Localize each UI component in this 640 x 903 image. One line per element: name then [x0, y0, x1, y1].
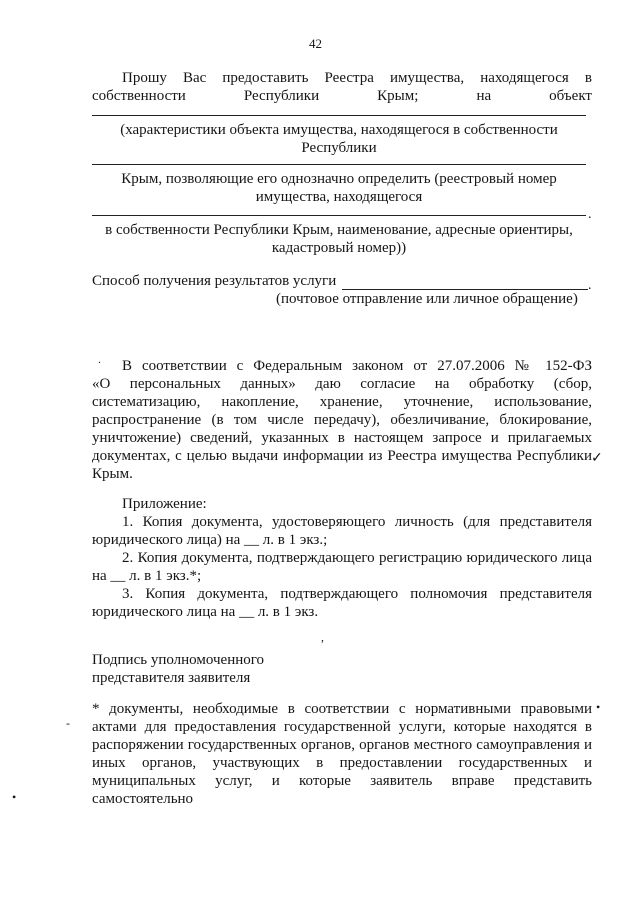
hint-3-line-2: кадастровый номер)) [271, 240, 407, 256]
scan-mark: , [321, 630, 324, 644]
footnote-line: муниципальных услуг, и которые заявитель вправе представить [92, 773, 592, 789]
attachment-2-line-1: 2. Копия документа, подтверждающего регистрацию юридического лица [122, 550, 592, 566]
attachment-1-line-2: юридического лица) на __ л. в 1 экз.; [92, 532, 328, 548]
footnote-line: * документы, необходимые в соответствии с нормативными правовыми [92, 701, 592, 717]
delivery-label: Способ получения результатов услуги [92, 273, 337, 289]
consent-line: документах, с целью выдачи информации из Реестра имущества Республики [92, 448, 592, 464]
signature-line-1: Подпись уполномоченного [92, 652, 265, 668]
delivery-hint: (почтовое отправление или личное обращение) [276, 291, 578, 307]
object-blank-line-1 [92, 115, 586, 116]
hint-2-line-2: имущества, находящегося [255, 189, 423, 205]
hint-1-line-1: (характеристики объекта имущества, находящегося в собственности [120, 122, 558, 138]
attachment-2-line-2: на __ л. в 1 экз.*; [92, 568, 202, 584]
object-blank-line-3 [92, 215, 586, 216]
object-blank-line-2 [92, 164, 586, 165]
request-line-1: Прошу Вас предоставить Реестра имущества, находящегося в [122, 70, 592, 86]
consent-line: распространение (в том числе передачу), обезличивание, блокирование, [92, 412, 592, 428]
page-number: 42 [309, 36, 322, 51]
consent-line: систематизацию, накопление, хранение, уточнение, использование, [92, 394, 592, 410]
hint-3-line-1: в собственности Республики Крым, наименование, адресные ориентиры, [105, 222, 573, 238]
footnote-line: иных органов, участвующих в предоставлении государственных и [92, 755, 592, 771]
consent-line: уничтожение) сведений, указанных в настоящем запросе и прилагаемых [92, 430, 592, 446]
hint-2-line-1: Крым, позволяющие его однозначно определить (реестровый номер [121, 171, 557, 187]
scan-mark: • [596, 700, 601, 714]
dot-mark: . [588, 207, 592, 222]
scan-mark: • [12, 790, 17, 804]
attachments-title: Приложение: [122, 496, 207, 512]
footnote-line: актами для предоставления государственной услуги, которые находятся в [92, 719, 592, 735]
scan-mark: - [66, 716, 70, 730]
dot-mark: . [98, 352, 101, 366]
attachment-1-line-1: 1. Копия документа, удостоверяющего личность (для представителя [122, 514, 592, 530]
footnote-line: распоряжении государственных органов, органов местного самоуправления и [92, 737, 592, 753]
consent-line: «О персональных данных» даю согласие на обработку (сбор, [92, 376, 592, 392]
hint-1-line-2: Республики [301, 140, 377, 156]
scan-mark: ✓ [591, 451, 603, 466]
signature-line-2: представителя заявителя [92, 670, 251, 686]
footnote-line: самостоятельно [92, 791, 194, 807]
attachment-3-line-1: 3. Копия документа, подтверждающего полномочия представителя [122, 586, 592, 602]
attachment-3-line-2: юридического лица на __ л. в 1 экз. [92, 604, 319, 620]
consent-line: В соответствии с Федеральным законом от 27.07.2006 № 152-ФЗ [122, 358, 592, 374]
dot-mark: . [588, 278, 592, 293]
request-line-2: собственности Республики Крым; на объект [92, 88, 592, 104]
consent-line: Крым. [92, 466, 133, 482]
